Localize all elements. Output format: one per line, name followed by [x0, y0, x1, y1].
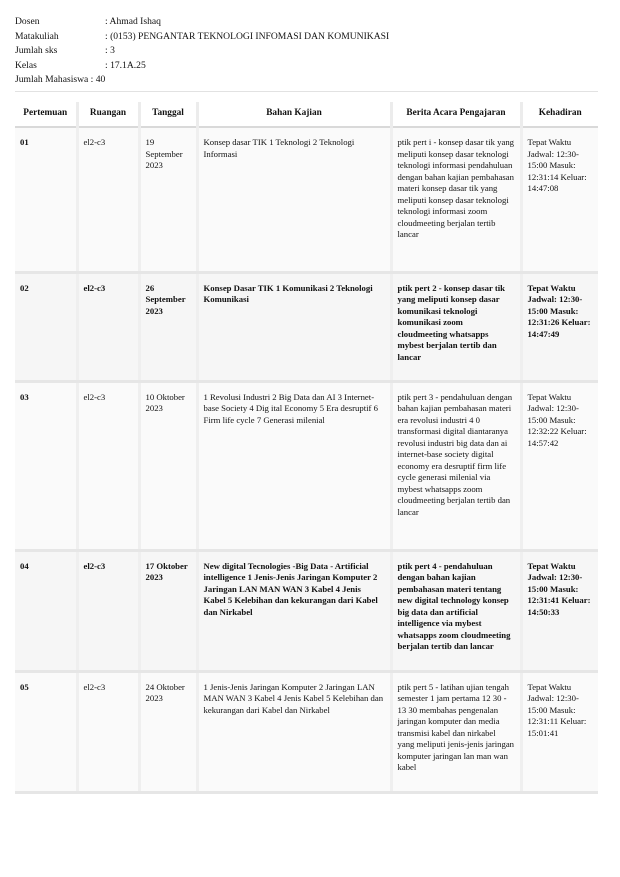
pertemuan-cell: 05	[15, 671, 77, 792]
sks-label: Jumlah sks	[15, 45, 58, 57]
pertemuan-cell: 03	[15, 381, 77, 550]
pertemuan-cell: 02	[15, 272, 77, 381]
kelas-row	[15, 59, 389, 74]
bahan-cell: 1 Jenis-Jenis Jaringan Komputer 2 Jaringan LAN MAN WAN 3 Kabel 4 Jenis Kabel 5 Kelebihan dan kekurangan dari Kabel dan Nirkabel	[197, 671, 391, 792]
column-header-tanggal: Tanggal	[139, 102, 197, 127]
kehadiran-cell: Tepat Waktu Jadwal: 12:30-15:00 Masuk: 12:31:41 Keluar: 14:50:33	[521, 550, 598, 671]
tanggal-cell: 24 Oktober 2023	[139, 671, 197, 792]
bahan-cell: Konsep dasar TIK 1 Teknologi 2 Teknologi Informasi	[197, 127, 391, 272]
course-header	[15, 15, 389, 88]
column-header-bahan-kajian: Bahan Kajian	[197, 102, 391, 127]
kehadiran-cell: Tepat Waktu Jadwal: 12:30-15:00 Masuk: 12:31:26 Keluar: 14:47:49	[521, 272, 598, 381]
pertemuan-cell: 01	[15, 127, 77, 272]
column-header-pertemuan: Pertemuan	[15, 102, 77, 127]
tanggal-cell: 17 Oktober 2023	[139, 550, 197, 671]
ruangan-cell: el2-c3	[77, 272, 139, 381]
column-header-kehadiran: Kehadiran	[521, 102, 598, 127]
table-header-row	[15, 102, 598, 127]
sks-row	[15, 44, 389, 59]
matakuliah-value: : (0153) PENGANTAR TEKNOLOGI INFOMASI DAN KOMUNIKASI	[105, 30, 390, 42]
ruangan-cell: el2-c3	[77, 127, 139, 272]
dosen-label: Dosen	[15, 16, 40, 27]
berita-cell: ptik pert 2 - konsep dasar tik yang meliputi konsep dasar komunikasi teknologi komunikasi zoom cloudmeeting whatsapps mybest berjalan tertib dan lancar	[391, 272, 521, 381]
berita-cell: ptik pert 3 - pendahuluan dengan bahan kajian pembahasan materi era revolusi industri 4 0 transformasi digital diantaranya revolusi industri big data dan ai internet-base society digital economy era desruptif firm life cycle generasi milenial via mybest whatsapps zoom cloudmeeting berjalan tertib dan lancar	[391, 381, 521, 550]
pertemuan-cell: 04	[15, 550, 77, 671]
berita-cell: ptik pert 4 - pendahuluan dengan bahan kajian pembahasan materi tentang new digital technology konsep big data dan artificial intelligence via mybest whatsapps zoom cloudmeeting berjalan tertib dan lancar	[391, 550, 521, 671]
bahan-cell: 1 Revolusi Industri 2 Big Data dan AI 3 Internet-base Society 4 Dig ital Economy 5 Era desruptif 6 Firm life cycle 7 Generasi milenial	[197, 381, 391, 550]
header-divider	[15, 91, 598, 92]
table-row	[15, 272, 598, 381]
tanggal-cell: 26 September 2023	[139, 272, 197, 381]
tanggal-cell: 19 September 2023	[139, 127, 197, 272]
ruangan-cell: el2-c3	[77, 671, 139, 792]
kelas-label: Kelas	[15, 59, 37, 71]
attendance-table	[15, 102, 598, 794]
table-row	[15, 127, 598, 272]
mahasiswa-row	[15, 73, 389, 88]
bahan-cell: Konsep Dasar TIK 1 Komunikasi 2 Teknologi Komunikasi	[197, 272, 391, 381]
table-row	[15, 671, 598, 792]
ruangan-cell: el2-c3	[77, 381, 139, 550]
kehadiran-cell: Tepat Waktu Jadwal: 12:30-15:00 Masuk: 12:31:14 Keluar: 14:47:08	[521, 127, 598, 272]
berita-cell: ptik pert i - konsep dasar tik yang meliputi konsep dasar teknologi teknologi informasi pendahuluan dengan bahan kajian pembahasan materi konsep dasar tik yang meliputi konsep dasar teknologi teknologi informasi zoom cloudmeeting berjalan tertib lancar	[391, 127, 521, 272]
ruangan-cell: el2-c3	[77, 550, 139, 671]
dosen-value: : Ahmad Ishaq	[105, 16, 161, 27]
kehadiran-cell: Tepat Waktu Jadwal: 12:30-15:00 Masuk: 12:31:11 Keluar: 15:01:41	[521, 671, 598, 792]
berita-cell: ptik pert 5 - latihan ujian tengah semester 1 jam pertama 12 30 - 13 30 membahas pengenalan jaringan komputer dan media transmisi kabel dan nirkabel yang meliputi jenis-jenis jaringan komputer jaringan lan man wan kabel	[391, 671, 521, 792]
table-row	[15, 550, 598, 671]
matakuliah-label: Matakuliah	[15, 30, 59, 42]
column-header-ruangan: Ruangan	[77, 102, 139, 127]
column-header-berita-acara: Berita Acara Pengajaran	[391, 102, 521, 127]
sks-value: : 3	[105, 45, 115, 57]
table-row	[15, 381, 598, 550]
bahan-cell: New digital Tecnologies -Big Data - Artificial intelligence 1 Jenis-Jenis Jaringan Komputer 2 Jaringan LAN MAN WAN 3 Kabel 4 Jenis Kabel 5 Kelebihan dan kekurangan dari Kabel dan Nirkabel	[197, 550, 391, 671]
matakuliah-row	[15, 30, 389, 45]
kehadiran-cell: Tepat Waktu Jadwal: 12:30-15:00 Masuk: 12:32:22 Keluar: 14:57:42	[521, 381, 598, 550]
kelas-value: : 17.1A.25	[105, 59, 146, 71]
dosen-row	[15, 15, 389, 30]
tanggal-cell: 10 Oktober 2023	[139, 381, 197, 550]
mahasiswa-text: Jumlah Mahasiswa : 40	[15, 74, 106, 86]
